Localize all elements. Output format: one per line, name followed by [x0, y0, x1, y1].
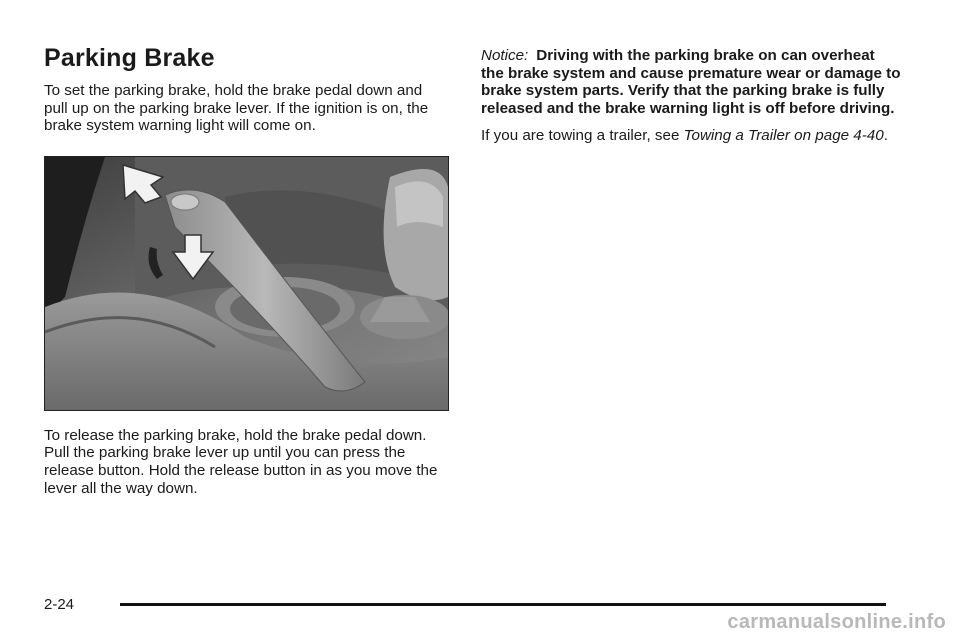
parking-brake-photo [44, 156, 449, 411]
notice-block [481, 47, 901, 117]
watermark: carmanualsonline.info [727, 611, 946, 633]
set-brake-paragraph: To set the parking brake, hold the brake pedal down and pull up on the parking brake lever. If the ignition is on, the brake system warning light will come on. [44, 82, 429, 135]
page-number: 2-24 [44, 596, 75, 613]
notice-label: Notice: [481, 47, 529, 64]
trailer-suffix: . [883, 127, 888, 145]
right-column [481, 47, 901, 145]
section-title: Parking Brake [44, 44, 215, 72]
trailer-link[interactable]: Towing a Trailer on page 4-40 [683, 127, 884, 145]
trailer-reference [481, 127, 901, 145]
trailer-prefix: If you are towing a trailer, see [481, 127, 684, 145]
notice-text: Driving with the parking brake on can overheat the brake system and cause premature wear or damage to brake system parts. Verify that the parking brake is fully released and the brake warning light is off before driving. [481, 47, 901, 117]
footer-rule [120, 603, 886, 606]
parking-brake-illustration [45, 157, 448, 410]
release-brake-paragraph: To release the parking brake, hold the brake pedal down. Pull the parking brake lever up until you can press the release button. Hold the release button in as you move the lever all the way down. [44, 426, 438, 497]
left-column [44, 42, 449, 497]
